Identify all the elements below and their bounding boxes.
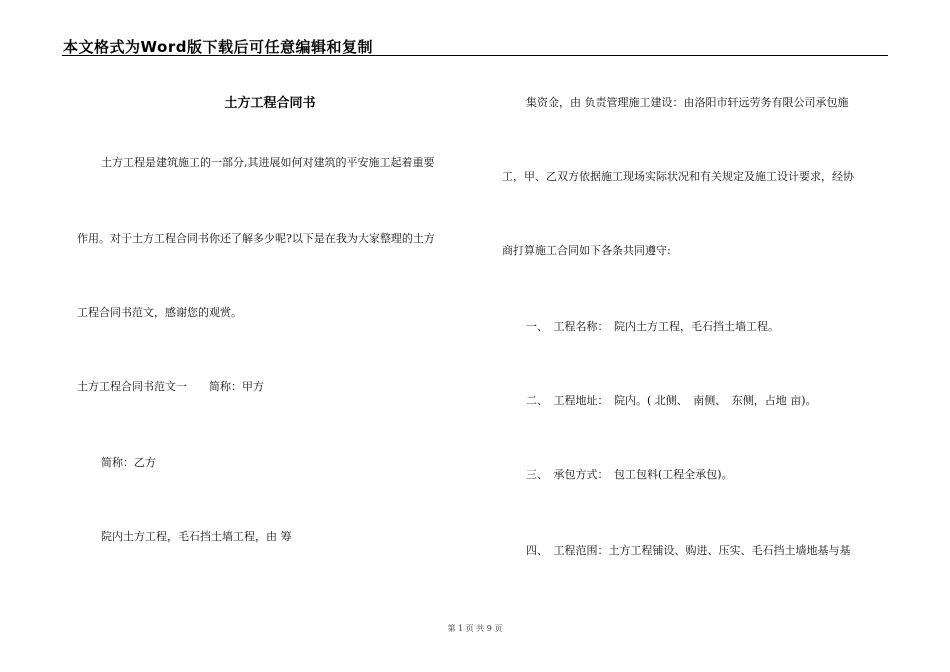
clause-line: 四、 工程范围：土方工程铺设、购进、压实、毛石挡土墙地基与基 [526,544,851,557]
page-number-footer: 第 1 页 共 9 页 [447,624,503,633]
paragraph-line: 工程合同书范文，感谢您的观赏。 [77,306,242,319]
clause-line: 三、 承包方式： 包工包料(工程全承包)。 [526,468,733,481]
paragraph-line: 土方工程合同书范文一 简称：甲方 [77,380,264,393]
paragraph-line: 集资金，由 负责管理施工建设：由洛阳市轩远劳务有限公司承包施 [526,96,849,109]
paragraph-line: 土方工程是建筑施工的一部分,其进展如何对建筑的平安施工起着重要 [101,156,435,169]
paragraph-line: 作用。对于土方工程合同书你还了解多少呢?以下是在我为大家整理的土方 [77,232,435,245]
banner-divider [62,55,888,56]
document-title: 土方工程合同书 [224,96,316,111]
paragraph-line: 商打算施工合同如下各条共同遵守: [502,244,671,257]
paragraph-line: 工，甲、乙双方依据施工现场实际状况和有关规定及施工设计要求，经协 [502,170,854,183]
paragraph-line: 院内土方工程，毛石挡土墙工程，由 筹 [101,530,292,543]
clause-line: 一、 工程名称： 院内土方工程，毛石挡土墙工程。 [526,320,779,333]
paragraph-line: 简称：乙方 [101,456,156,469]
clause-line: 二、 工程地址： 院内。( 北侧、 南侧、 东侧，占地 亩)。 [526,394,817,407]
document-banner: 本文格式为Word版下载后可任意编辑和复制 [63,38,373,56]
